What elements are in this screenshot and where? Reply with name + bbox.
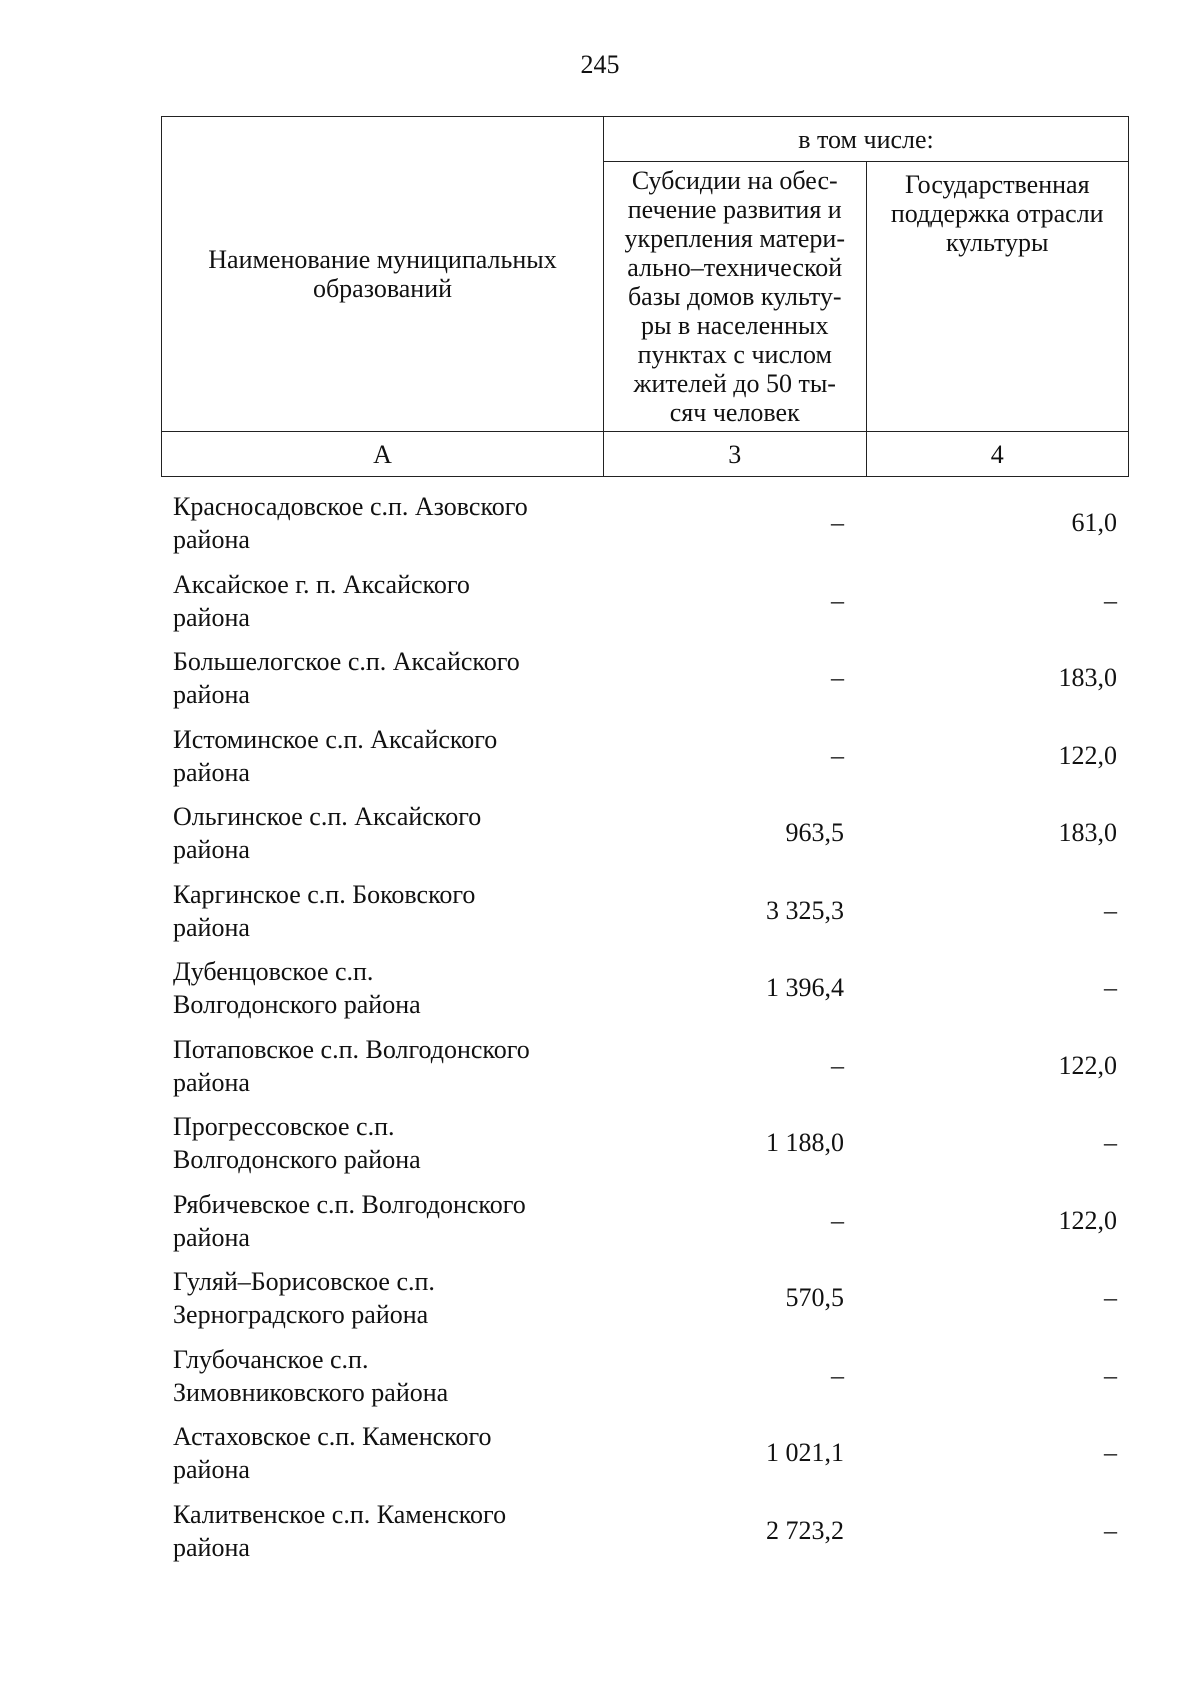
col3-value: 570,5 [785, 1283, 844, 1312]
header-col3-line: ально–технической [627, 253, 843, 282]
index-3: 3 [604, 432, 867, 477]
col3-value: – [831, 1050, 844, 1080]
col3-value: – [831, 1360, 844, 1390]
table-row [161, 878, 1129, 956]
municipality-name [173, 568, 583, 634]
name-line: района [173, 1067, 250, 1097]
col4-value: – [1104, 895, 1117, 925]
col4-value: 122,0 [1058, 1205, 1117, 1235]
name-line: района [173, 525, 250, 554]
name-line: Дубенцовское с.п. [173, 957, 374, 986]
header-col3-line: укрепления матери- [624, 224, 845, 253]
table-row [161, 645, 1129, 723]
header-col3-line: ры в населенных [641, 311, 829, 340]
table-row [161, 800, 1129, 878]
col4-value: – [1104, 1360, 1117, 1390]
index-a: А [162, 432, 604, 477]
col3-value: – [831, 740, 844, 770]
name-line: Волгодонского района [173, 990, 421, 1019]
name-line: Большелогское с.п. Аксайского [173, 647, 520, 676]
table-header [161, 116, 1129, 477]
table-row [161, 1343, 1129, 1421]
municipality-name [173, 645, 583, 711]
name-line: района [173, 602, 250, 632]
col4-value: – [1104, 973, 1117, 1002]
header-col3-line: печение развития и [627, 195, 842, 224]
col3-value: – [831, 1205, 844, 1235]
name-line: района [173, 1455, 250, 1484]
header-name-column [162, 117, 604, 432]
col4-value: – [1104, 1515, 1117, 1545]
header-group-label: в том числе: [604, 117, 1129, 162]
name-line: Истоминское с.п. Аксайского [173, 724, 498, 754]
header-col3-line: пунктах с числом [637, 340, 832, 369]
municipality-name [173, 490, 583, 556]
header-col3-line: Субсидии на обес- [631, 166, 838, 195]
municipality-name [173, 1420, 583, 1486]
municipality-name [173, 1110, 583, 1176]
table-row [161, 955, 1129, 1033]
municipality-name [173, 1498, 583, 1564]
col4-value: 122,0 [1058, 1050, 1117, 1080]
col3-value: 1 396,4 [766, 973, 844, 1002]
col4-value: 183,0 [1058, 663, 1117, 692]
name-line: Прогрессовское с.п. [173, 1112, 395, 1141]
table-row [161, 490, 1129, 568]
municipality-name [173, 800, 583, 866]
name-line: района [173, 1222, 250, 1252]
name-line: Глубочанское с.п. [173, 1344, 369, 1374]
header-col4-line: Государственная [904, 170, 1090, 199]
index-4: 4 [866, 432, 1129, 477]
table-row [161, 1498, 1129, 1576]
col3-value: 3 325,3 [766, 895, 844, 925]
name-line: Волгодонского района [173, 1145, 421, 1174]
table-row [161, 1033, 1129, 1111]
name-line: Аксайское г. п. Аксайского [173, 569, 470, 599]
municipality-name [173, 878, 583, 944]
municipality-name [173, 955, 583, 1021]
name-line: Каргинское с.п. Боковского [173, 879, 476, 909]
col4-value: 122,0 [1058, 740, 1117, 770]
municipality-name [173, 1343, 583, 1409]
municipality-name [173, 723, 583, 789]
header-name-label: Наименование муниципальных образований [208, 245, 557, 303]
col4-value: 61,0 [1071, 508, 1117, 537]
table-row [161, 723, 1129, 801]
name-line: Астаховское с.п. Каменского [173, 1422, 492, 1451]
col4-value: – [1104, 585, 1117, 615]
table-row [161, 568, 1129, 646]
col3-value: – [831, 585, 844, 615]
name-line: района [173, 680, 250, 709]
header-col3-line: сяч человек [669, 398, 800, 427]
col3-value: 1 188,0 [766, 1128, 844, 1157]
name-line: Калитвенское с.п. Каменского [173, 1499, 507, 1529]
name-line: района [173, 835, 250, 864]
name-line: района [173, 757, 250, 787]
table-row [161, 1188, 1129, 1266]
col3-value: – [831, 663, 844, 692]
col3-value: – [831, 508, 844, 537]
col4-value: – [1104, 1128, 1117, 1157]
name-line: района [173, 1532, 250, 1562]
header-col4-line: культуры [946, 228, 1049, 257]
header-col3 [604, 162, 867, 432]
name-line: Рябичевское с.п. Волгодонского [173, 1189, 526, 1219]
table-body [161, 490, 1129, 1575]
name-line: района [173, 912, 250, 942]
name-line: Зерноградского района [173, 1300, 429, 1329]
col3-value: 1 021,1 [766, 1438, 844, 1467]
municipality-name [173, 1033, 583, 1099]
municipality-name [173, 1188, 583, 1254]
col4-value: – [1104, 1283, 1117, 1312]
page-number: 245 [580, 50, 620, 79]
name-line: Ольгинское с.п. Аксайского [173, 802, 482, 831]
col3-value: 2 723,2 [766, 1515, 844, 1545]
name-line: Потаповское с.п. Волгодонского [173, 1034, 530, 1064]
col3-value: 963,5 [785, 818, 844, 847]
name-line: Зимовниковского района [173, 1377, 449, 1407]
municipality-name [173, 1265, 583, 1331]
col4-value: – [1104, 1438, 1117, 1467]
name-line: Красносадовское с.п. Азовского [173, 492, 528, 521]
header-col4-line: поддержка отрасли [890, 199, 1104, 228]
table-row [161, 1110, 1129, 1188]
col4-value: 183,0 [1058, 818, 1117, 847]
header-col3-line: базы домов культу- [627, 282, 842, 311]
table-row [161, 1265, 1129, 1343]
name-line: Гуляй–Борисовское с.п. [173, 1267, 435, 1296]
table-row [161, 1420, 1129, 1498]
header-col3-line: жителей до 50 ты- [633, 369, 836, 398]
header-col4 [866, 162, 1129, 432]
